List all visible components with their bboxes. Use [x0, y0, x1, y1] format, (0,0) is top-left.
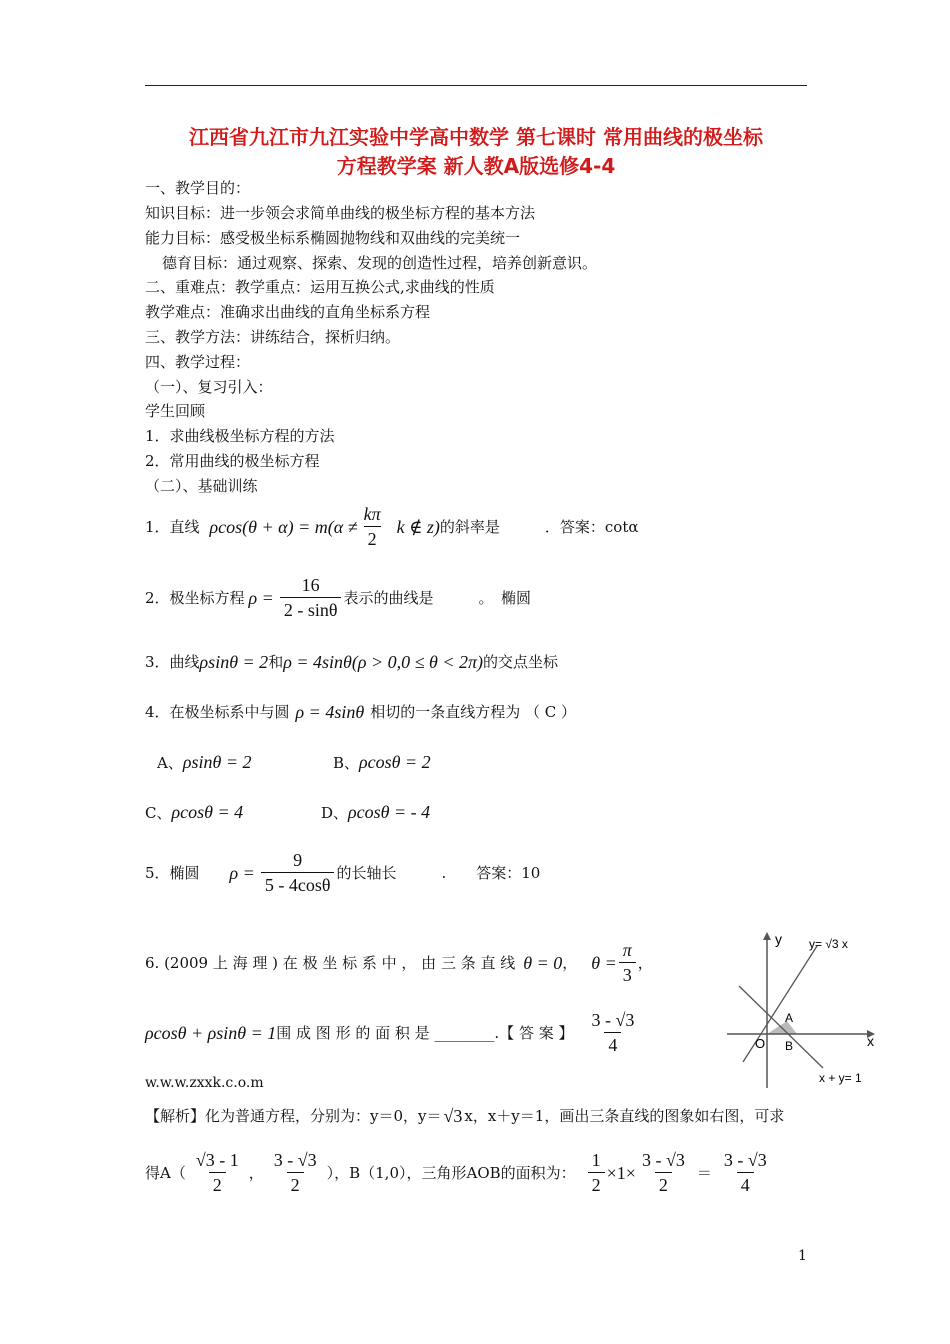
- analysis-suffix: x，x＋y＝1，画出三条直线的图象如右图，可求: [464, 1107, 785, 1125]
- problem-6-comma-1: ，: [562, 953, 578, 972]
- problem-4-formula: ρ = 4sinθ: [295, 702, 365, 722]
- problem-6-answer-den: 4: [604, 1032, 621, 1055]
- problem-5: [145, 850, 540, 895]
- option-d-formula: ρcosθ = - 4: [348, 802, 431, 822]
- problem-1-fraction: [360, 504, 385, 549]
- solution-middle: ），B（1,0），三角形AOB的面积为：: [326, 1163, 576, 1182]
- origin-label: O: [755, 1036, 766, 1051]
- point-a-y-den: 2: [287, 1172, 304, 1195]
- problem-1-formula-a: ρcos(θ + α) = m(α ≠: [209, 516, 358, 537]
- difficult-points: 教学难点：准确求出曲线的直角坐标系方程: [145, 303, 431, 321]
- solution-comma: ，: [248, 1163, 264, 1182]
- header-rule: [145, 85, 807, 86]
- area-height: [638, 1150, 689, 1195]
- practice-heading: （二）、基础训练: [145, 477, 258, 495]
- section-4-heading: 四、教学过程：: [145, 353, 251, 371]
- problem-4: [145, 702, 576, 722]
- problem-2-suffix: 表示的曲线是 。 椭圆: [343, 588, 531, 607]
- area-equals: ＝: [696, 1163, 712, 1182]
- problem-5-prefix: 5．椭圆: [145, 863, 200, 882]
- title-line-2: 方程教学案 新人教A版选修4-4: [336, 154, 616, 178]
- point-a-x: [192, 1150, 243, 1195]
- y-axis-label: y: [775, 931, 782, 947]
- title-line-1: 江西省九江市九江实验中学高中数学 第七课时 常用曲线的极坐标: [189, 125, 763, 149]
- area-result: [720, 1150, 771, 1195]
- option-a: [157, 752, 251, 773]
- problem-6-line-2: [145, 1010, 640, 1055]
- problem-3-and: 和: [268, 653, 284, 671]
- point-a-x-den: 2: [209, 1172, 226, 1195]
- line-x-plus-y-1: [739, 986, 823, 1068]
- problem-2-fraction: [280, 575, 342, 620]
- option-c-formula: ρcosθ = 4: [171, 802, 244, 822]
- review-item-1: 1．求曲线极坐标方程的方法: [145, 427, 335, 445]
- problem-6-answer: [587, 1010, 638, 1055]
- problem-2: [145, 575, 531, 620]
- problem-1: [145, 504, 639, 549]
- area-result-den: 4: [737, 1172, 754, 1195]
- area-half-den: 2: [588, 1172, 605, 1195]
- problem-5-fraction: [261, 850, 335, 895]
- x-axis-label: x: [867, 1033, 874, 1049]
- area-height-num: 3 - √3: [641, 1150, 685, 1170]
- review-item-2: 2．常用曲线的极坐标方程: [145, 452, 320, 470]
- problem-2-frac-num: 16: [301, 575, 320, 595]
- problem-1-formula-b: k ∉ z): [396, 516, 440, 537]
- option-c: [145, 802, 243, 823]
- problem-1-suffix: 的斜率是 ．答案：cotα: [439, 517, 639, 536]
- page-number: 1: [798, 1248, 807, 1264]
- solution-prefix: 得A（: [145, 1163, 186, 1182]
- problem-6-answer-num: 3 - √3: [591, 1010, 635, 1030]
- area-height-den: 2: [655, 1172, 672, 1195]
- problem-6-formula-2-fraction: [619, 940, 636, 985]
- problem-6-frac-den: 3: [619, 962, 636, 985]
- problem-3-suffix: 的交点坐标: [483, 653, 559, 671]
- watermark-text: w.w.w.zxxk.c.o.m: [145, 1075, 264, 1091]
- problem-5-frac-num: 9: [293, 850, 303, 870]
- triangle-graph: [727, 928, 885, 1090]
- point-a-y-num: 3 - √3: [273, 1150, 317, 1170]
- problem-6-formula-3: ρcosθ + ρsinθ = 1: [145, 1022, 277, 1043]
- problem-3-formula-1: ρsinθ = 2: [199, 652, 269, 672]
- option-c-label: C、: [145, 804, 172, 822]
- problem-5-lhs: ρ =: [229, 862, 255, 883]
- option-d: [321, 802, 430, 823]
- option-b-label: B、: [333, 754, 360, 772]
- point-a-x-num: √3 - 1: [195, 1150, 239, 1170]
- problem-1-frac-den: 2: [364, 526, 381, 549]
- area-result-num: 3 - √3: [723, 1150, 767, 1170]
- point-a-y: [270, 1150, 321, 1195]
- problem-6-formula-1: θ = 0: [523, 952, 563, 973]
- y-axis-arrow: [763, 932, 771, 940]
- problem-6-question: 围 成 图 形 的 面 积 是 ________.【 答 案 】: [276, 1023, 574, 1042]
- solution-line: [145, 1150, 773, 1195]
- student-review: 学生回顾: [145, 402, 206, 420]
- line-x-plus-y-label: x + y= 1: [819, 1071, 862, 1085]
- problem-3-formula-2: ρ = 4sinθ(ρ > 0,0 ≤ θ < 2π): [283, 652, 483, 672]
- problem-2-prefix: 2．极坐标方程: [145, 588, 245, 607]
- option-a-label: A、: [157, 754, 183, 772]
- option-b: [333, 752, 431, 773]
- problem-4-prefix: 4．在极坐标系中与圆: [145, 703, 290, 721]
- point-a-label: A: [785, 1011, 794, 1025]
- problem-1-frac-num: kπ: [363, 504, 381, 524]
- analysis-sqrt3: √3: [443, 1106, 463, 1126]
- problem-6-prefix: 6. (2009 上 海 理 ) 在 极 坐 标 系 中 ， 由 三 条 直 线: [145, 953, 516, 972]
- line-sqrt3x-label: y= √3 x: [809, 937, 848, 951]
- key-points: 二、重难点：教学重点：运用互换公式,求曲线的性质: [145, 278, 495, 296]
- problem-4-suffix: 相切的一条直线方程为 （ C ）: [370, 703, 576, 721]
- problem-5-suffix: 的长轴长 . 答案：10: [336, 863, 541, 882]
- point-b-label: B: [785, 1039, 794, 1053]
- review-heading: （一）、复习引入：: [145, 378, 273, 396]
- option-a-formula: ρsinθ = 2: [182, 752, 252, 772]
- section-1-heading: 一、教学目的：: [145, 179, 251, 197]
- document-title: [145, 123, 807, 181]
- area-half: [588, 1150, 605, 1195]
- problem-3: [145, 652, 558, 672]
- area-half-num: 1: [591, 1150, 601, 1170]
- analysis: [145, 1106, 784, 1126]
- knowledge-goal: 知识目标：进一步领会求简单曲线的极坐标方程的基本方法: [145, 204, 536, 222]
- problem-2-lhs: ρ =: [248, 587, 274, 608]
- area-times: ×1×: [606, 1162, 636, 1183]
- problem-6-line-1: [145, 940, 653, 985]
- problem-1-prefix: 1．直线: [145, 517, 200, 536]
- problem-2-frac-den: 2 - sinθ: [280, 597, 342, 620]
- option-b-formula: ρcosθ = 2: [359, 752, 431, 772]
- problem-6-frac-num: π: [622, 940, 632, 960]
- problem-6-comma-2: ，: [637, 953, 653, 972]
- teaching-method: 三、教学方法：讲练结合，探析归纳。: [145, 328, 401, 346]
- option-d-label: D、: [321, 804, 349, 822]
- problem-5-frac-den: 5 - 4cosθ: [261, 872, 335, 895]
- problem-3-prefix: 3．曲线: [145, 653, 200, 671]
- ability-goal: 能力目标：感受极坐标系椭圆抛物线和双曲线的完美统一: [145, 229, 521, 247]
- analysis-prefix: 【解析】化为普通方程，分别为：y＝0，y＝: [145, 1107, 442, 1125]
- problem-6-formula-2-lhs: θ =: [591, 952, 617, 973]
- moral-goal: 德育目标：通过观察、探索、发现的创造性过程，培养创新意识。: [162, 254, 598, 272]
